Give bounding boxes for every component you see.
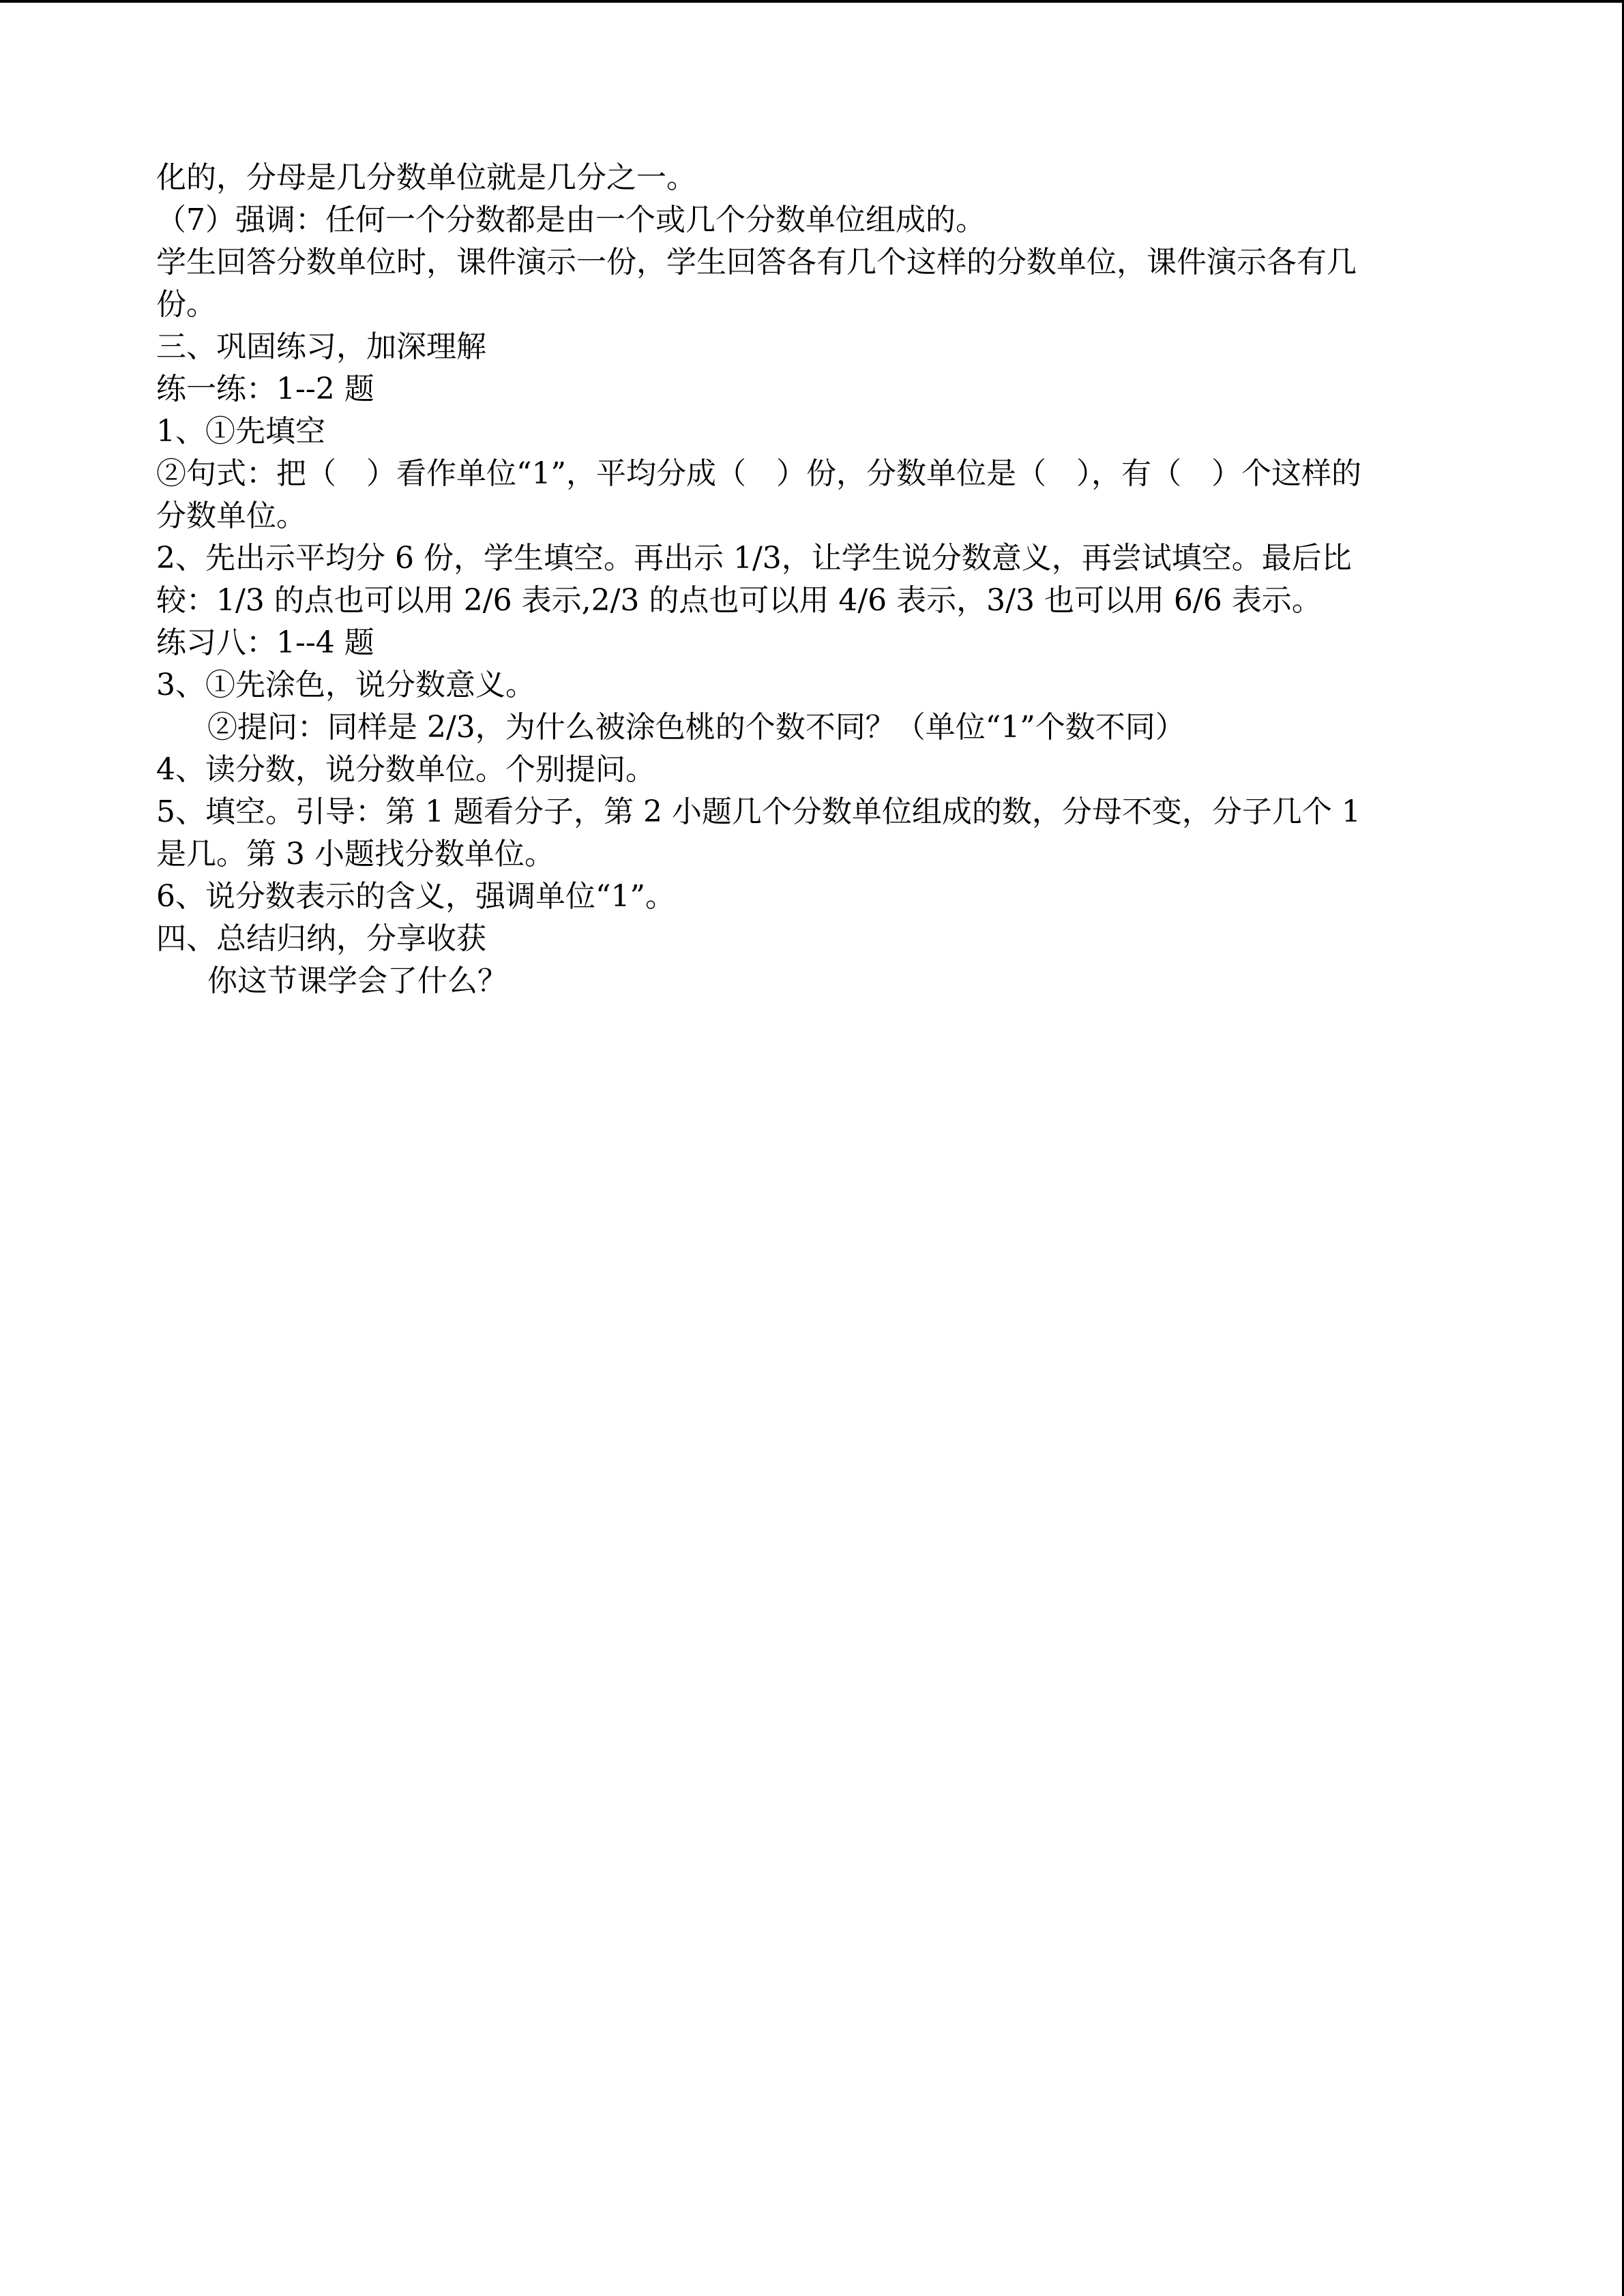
text-line: 练习八：1--4 题 (156, 625, 374, 660)
text-line: ②句式：把（ ）看作单位“1”，平均分成（ ）份，分数单位是（ ），有（ ）个这样的 (156, 456, 1361, 491)
text-line: 3、①先涂色，说分数意义。 (156, 668, 535, 702)
page-top-border (0, 0, 1624, 3)
text-line: 是几。第 3 小题找分数单位。 (156, 837, 555, 871)
section-heading: 四、总结归纳，分享收获 (156, 921, 486, 956)
text-line: 练一练：1--2 题 (156, 372, 374, 406)
text-line: 份。 (156, 287, 216, 322)
text-line: 2、先出示平均分 6 份，学生填空。再出示 1/3，让学生说分数意义，再尝试填空。最后比 (156, 541, 1352, 576)
text-line: （7）强调：任何一个分数都是由一个或几个分数单位组成的。 (156, 203, 986, 237)
text-line-indented: 你这节课学会了什么？ (207, 964, 507, 998)
text-line: 分数单位。 (156, 498, 306, 533)
document-body (156, 157, 1473, 1002)
text-line: 4、读分数，说分数单位。个别提问。 (156, 752, 655, 787)
text-line: 1、①先填空 (156, 414, 325, 449)
text-line: 化的，分母是几分数单位就是几分之一。 (156, 160, 696, 195)
section-heading: 三、巩固练习，加深理解 (156, 329, 486, 364)
text-line: 5、填空。引导：第 1 题看分子，第 2 小题几个分数单位组成的数，分母不变，分子几个 1 (156, 794, 1361, 829)
text-line: 学生回答分数单位时，课件演示一份，学生回答各有几个这样的分数单位，课件演示各有几 (156, 245, 1357, 280)
text-line: 较：1/3 的点也可以用 2/6 表示,2/3 的点也可以用 4/6 表示，3/3 也可以用 6/6 表示。 (156, 583, 1322, 618)
text-line: 6、说分数表示的含义，强调单位“1”。 (156, 879, 675, 914)
text-line-indented: ②提问：同样是 2/3，为什么被涂色桃的个数不同？（单位“1”个数不同） (207, 710, 1185, 745)
